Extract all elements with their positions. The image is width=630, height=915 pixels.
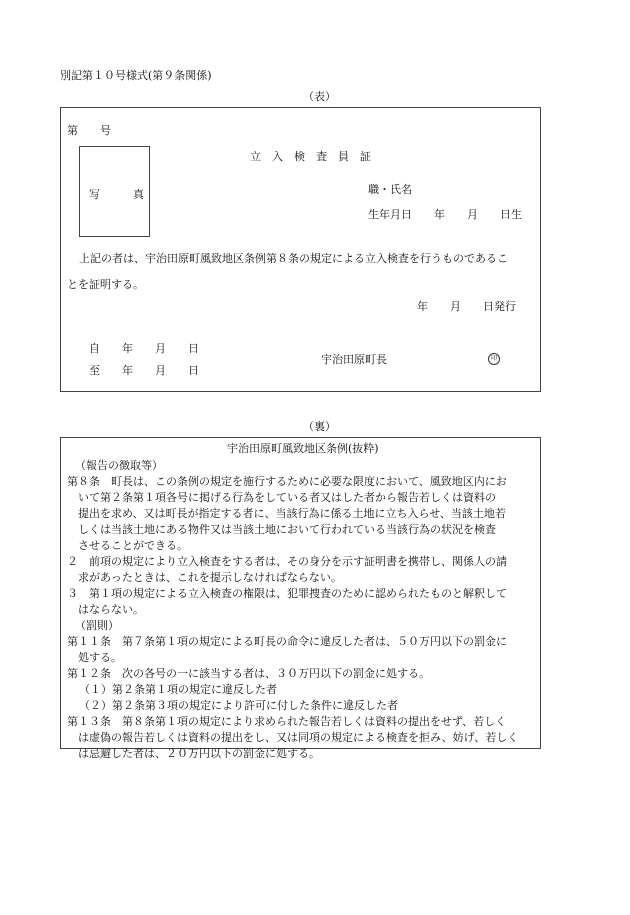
- ordinance-line: は虚偽の報告若しくは資料の提出をし、又は同項の規定による検査を拒み、妨げ、若しく: [78, 731, 519, 744]
- ordinance-line: （罰則）: [75, 619, 119, 632]
- ordinance-line: ２ 前項の規定により立入検査をする者は、その身分を示す証明書を携帯し、関係人の請: [67, 555, 507, 568]
- ordinance-line: 提出を求め、又は町長が指定する者に、当該行為に係る土地に立ち入らせ、当該土地若: [78, 507, 506, 520]
- ordinance-line: ３ 第１項の規定による立入検査の権限は、犯罪捜査のために認められたものと解釈して: [67, 587, 507, 600]
- card-title: 立 入 検 査 員 証: [250, 150, 371, 163]
- photo-box: [79, 146, 150, 237]
- front-side-label: （表）: [303, 90, 336, 103]
- ordinance-line: 第８条 町長は、この条例の規定を施行するために必要な限度において、風致地区内にお: [67, 475, 507, 488]
- ordinance-line: 第１１条 第７条第１項の規定による町長の命令に違反した者は、５０万円以下の罰金に: [67, 635, 507, 648]
- ordinance-line: （１）第２条第１項の規定に違反した者: [79, 683, 277, 696]
- back-title: 宇治田原町風致地区条例(抜粋): [227, 442, 379, 455]
- ordinance-line: はならない。: [78, 603, 144, 616]
- id-card-front: [60, 107, 541, 392]
- certification-text-line1: 上記の者は、宇治田原町風致地区条例第８条の規定による立入検査を行うものであるこ: [79, 252, 508, 265]
- valid-to: 至 年 月 日: [89, 364, 199, 377]
- seal-icon: 印: [488, 353, 500, 365]
- form-heading: 別記第１０号様式(第９条関係): [60, 69, 212, 82]
- name-label: 職・氏名: [368, 183, 412, 196]
- issuer-name: 宇治田原町長: [321, 353, 387, 366]
- valid-from: 自 年 月 日: [89, 342, 199, 355]
- certification-text-line2: とを証明する。: [67, 278, 144, 291]
- ordinance-line: 第１３条 第８条第１項の規定により求められた報告若しくは資料の提出をせず、若しく: [67, 715, 507, 728]
- ordinance-line: 求があったときは、これを提示しなければならない。: [78, 571, 342, 584]
- ordinance-line: いて第２条第１項各号に掲げる行為をしている者又はした者から報告若しくは資料の: [78, 491, 496, 504]
- ordinance-line: （報告の徴取等）: [75, 459, 163, 472]
- ordinance-line: しくは当該土地にある物件又は当該土地において行われている当該行為の状況を検査: [78, 523, 496, 536]
- id-card-back: [60, 437, 541, 760]
- ordinance-line: は忌避した者は、２０万円以下の罰金に処する。: [78, 747, 320, 760]
- ordinance-line: 第１２条 次の各号の一に該当する者は、３０万円以下の罰金に処する。: [67, 667, 430, 680]
- issue-date: 年 月 日発行: [417, 300, 516, 313]
- birth-date-label: 生年月日 年 月 日生: [368, 208, 522, 221]
- ordinance-line: 処する。: [78, 651, 122, 664]
- card-number-label: 第 号: [67, 124, 111, 137]
- photo-label: 写 真: [89, 188, 144, 201]
- ordinance-line: させることができる。: [78, 539, 188, 552]
- back-side-label: （裏）: [303, 420, 336, 433]
- ordinance-line: （２）第２条第３項の規定により許可に付した条件に違反した者: [79, 699, 398, 712]
